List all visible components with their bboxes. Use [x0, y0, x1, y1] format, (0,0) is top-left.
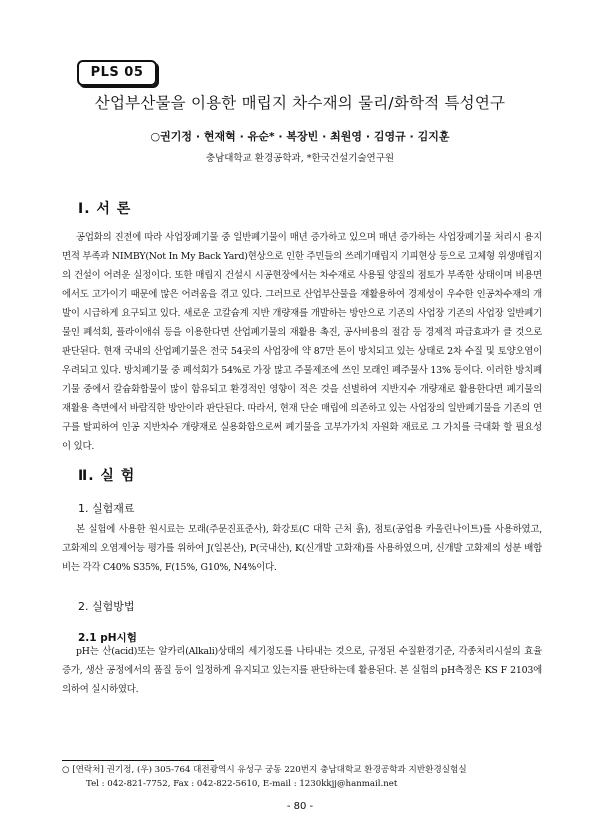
footnote-tel-fax-email: Tel : 042-821-7752, Fax : 042-822-5610, E-mail : 1230kkjj@hanmail.net	[86, 779, 398, 789]
page-number: - 80 -	[286, 801, 314, 812]
affiliation: 충남대학교 환경공학과, *한국건설기술연구원	[205, 153, 395, 164]
materials-paragraph: 본 실험에 사용한 원시료는 모래(주문진표준사), 화강토(C 대학 근처 흙), 점토(공업용 카올린나이트)를 사용하였고, 고화제의 오염제어능 평가를 위하여 J(일본산), P(국내산), K(신개발 고화재)를 사용하였으며, 신개발 고화제의 성분 배합비는 각각 C40% S35%, F(15%, G10%, N4%이다.	[62, 524, 542, 573]
paper-title: 산업부산물을 이용한 매립지 차수재의 물리/화학적 특성연구	[94, 94, 506, 112]
footnote-divider	[62, 760, 214, 761]
ph-test-paragraph: pH는 산(acid)또는 알카리(Alkali)상태의 세기정도를 나타내는 것으로, 규정된 수질환경기준, 각종처리시설의 효율 증가, 생산 공정에서의 품질 등이 일정하게 유지되고 있는지를 판단하는데 활용된다. 본 실험의 pH측정은 KS F 2103에 의하여 실시하였다.	[62, 646, 542, 695]
footnote-contact: ○ [연락처] 권기정, (우) 305-764 대전광역시 유성구 궁동 220번지 충남대학교 환경공학과 지반환경실험실	[62, 765, 467, 775]
session-badge: PLS 05	[77, 60, 157, 86]
subsection-heading-ph-test: 2.1 pH시험	[78, 632, 137, 644]
section-heading-experiment: Ⅱ. 실 험	[78, 468, 136, 484]
author-list: ○권기정 · 현재혁 · 유순* · 복장빈 · 최원영 · 김영규 · 김지훈	[150, 130, 450, 143]
subsection-heading-methods: 2. 실험방법	[78, 600, 135, 613]
subsection-heading-materials: 1. 실험재료	[78, 502, 135, 515]
section-heading-intro: Ⅰ. 서 론	[78, 201, 132, 217]
intro-paragraph: 공업화의 진전에 따라 사업장폐기물 중 일반폐기물이 매년 증가하고 있으며 매년 증가하는 사업장폐기물 처리시 용지면적 부족과 NIMBY(Not In My Back Yard)현상으로 인한 주민들의 쓰레기매립지 기피현상 등으로 고체형 위생매립지의 건설이 어려운 실정이다. 또한 매립지 건설시 시공현장에서는 차수재로 사용될 양질의 점토가 부족한 상태이며 비용면에서도 고가이기 때문에 많은 어려움을 겪고 있다. 그러므로 산업부산물을 재활용하여 경제성이 우수한 인공차수재의 개발이 시급하게 요구되고 있다. 새로운 고칼슘계 지반 개량재를 개발하는 방안으로 기존의 사업장 기존의 사업장 일반폐기물인 폐석회, 플라이애쉬 등을 이용한다면 산업폐기물의 재활용 촉진, 공사비용의 절감 등 경제적 파급효과가 클 것으로 판단된다. 현재 국내의 산업폐기물은 전국 54곳의 사업장에 약 87만 톤이 방치되고 있는 상태로 2차 수질 및 토양오염이 우려되고 있다. 방치폐기물 중 폐석회가 54%로 가장 많고 주물제조에 쓰인 모래인 폐주물사 13% 등이다. 이러한 방치폐기물 중에서 칼슘화합물이 많이 함유되고 환경적인 영향이 적은 것을 선별하여 지반지수 개량재로 활용한다면 폐기물의 재활용 측면에서 바람직한 방안이라 판단된다. 따라서, 현재 단순 매립에 의존하고 있는 사업장의 일반폐기물을 기존의 연구를 탈피하여 인공 지반차수 개량재로 실용화함으로써 폐기물을 고부가가치 자원화 재료로 그 가치를 극대화 할 필요성이 있다.	[62, 232, 542, 452]
